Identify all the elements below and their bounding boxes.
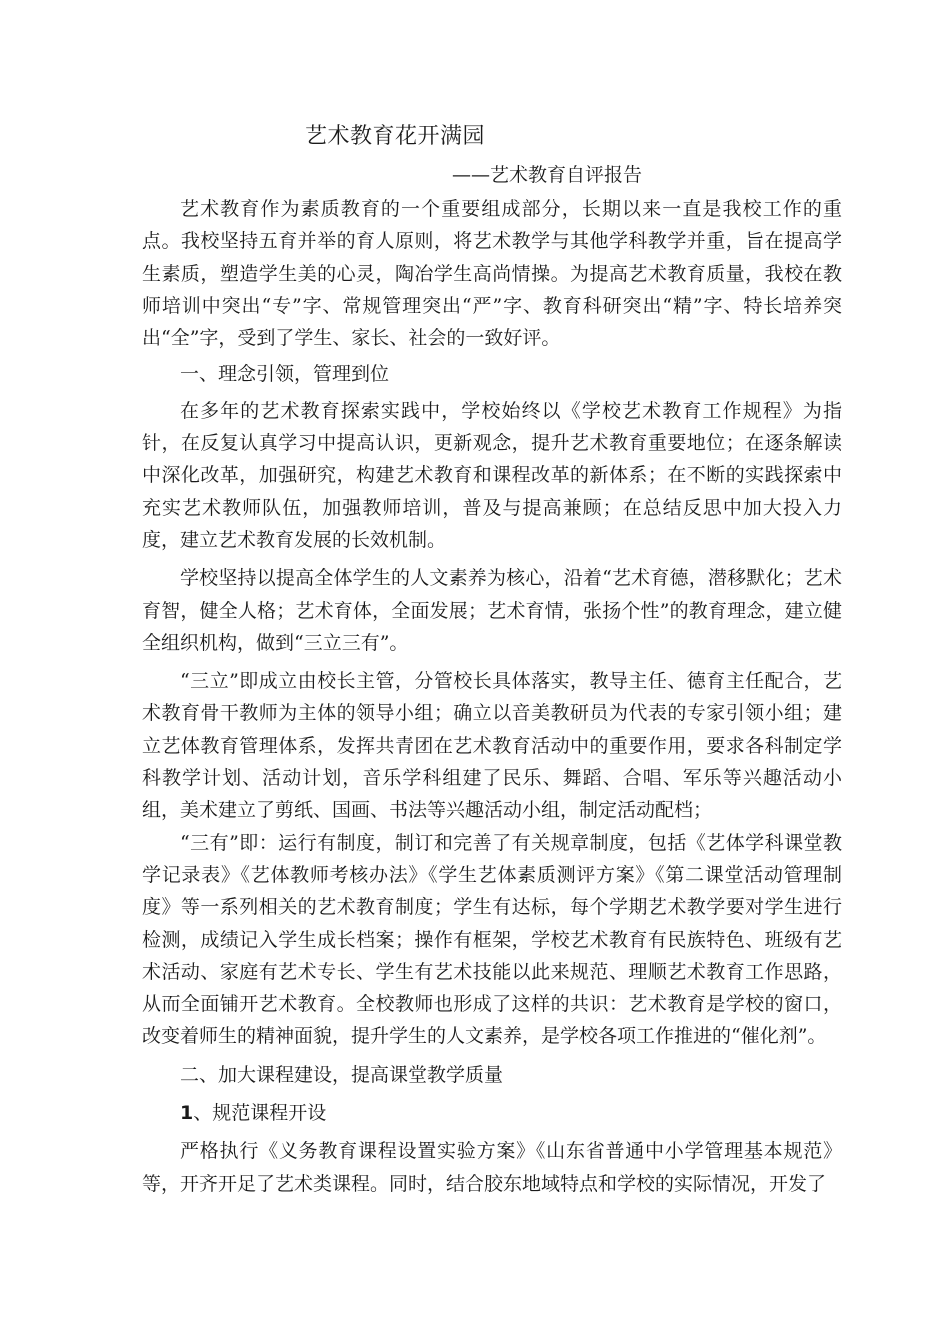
- document-title: 艺术教育花开满园: [305, 124, 486, 149]
- subsection-title: 、规范课程开设: [193, 1102, 327, 1125]
- paragraph-philosophy: 学校坚持以提高全体学生的人文素养为核心，沿着“艺术育德，潜移默化；艺术育智，健全人格；艺术育体，全面发展；艺术育情，张扬个性”的教育理念，建立健全组织机构，做到“三立三有”。: [142, 567, 842, 654]
- document-subtitle: ——艺术教育自评报告: [452, 164, 643, 186]
- paragraph-intro: 艺术教育作为素质教育的一个重要组成部分，长期以来一直是我校工作的重点。我校坚持五育并举的育人原则，将艺术教学与其他学科教学并重，旨在提高学生素质，塑造学生美的心灵，陶冶学生高尚情操。为提高艺术教育质量，我校在教师培训中突出“专”字、常规管理突出“严”字、教育科研突出“精”字、特长培养突出“全”字，受到了学生、家长、社会的一致好评。: [142, 198, 842, 350]
- document-body: [142, 193, 842, 1200]
- paragraph-san-you: “三有”即：运行有制度，制订和完善了有关规章制度，包括《艺体学科课堂教学记录表》《艺体教师考核办法》《学生艺体素质测评方案》《第二课堂活动管理制度》等一系列相关的艺术教育制度；学生有达标，每个学期艺术教学要对学生进行检测，成绩记入学生成长档案；操作有框架，学校艺术教育有民族特色、班级有艺术活动、家庭有艺术专长、学生有艺术技能以此来规范、理顺艺术教育工作思路，从而全面铺开艺术教育。全校教师也形成了这样的共识：艺术教育是学校的窗口，改变着师生的精神面貌，提升学生的人文素养，是学校各项工作推进的“催化剂”。: [142, 831, 842, 1048]
- subsection-number: 1: [180, 1102, 194, 1125]
- section-heading-1: 一、理念引领，管理到位: [180, 363, 390, 386]
- section-heading-2: 二、加大课程建设，提高课堂教学质量: [180, 1063, 504, 1086]
- subsection-heading-1: [142, 1097, 842, 1129]
- paragraph-san-li: “三立”即成立由校长主管，分管校长具体落实，教导主任、德育主任配合，艺术教育骨干教师为主体的领导小组；确立以音美教研员为代表的专家引领小组；建立艺体教育管理体系，发挥共青团在艺术教育活动中的重要作用，要求各科制定学科教学计划、活动计划，音乐学科组建了民乐、舞蹈、合唱、军乐等兴趣活动小组，美术建立了剪纸、国画、书法等兴趣活动小组，制定活动配档；: [142, 670, 842, 822]
- paragraph-curriculum: 严格执行《义务教育课程设置实验方案》《山东省普通中小学管理基本规范》等，开齐开足了艺术类课程。同时，结合胶东地域特点和学校的实际情况，开发了: [142, 1140, 842, 1195]
- paragraph-practice: 在多年的艺术教育探索实践中，学校始终以《学校艺术教育工作规程》为指针，在反复认真学习中提高认识，更新观念，提升艺术教育重要地位；在逐条解读中深化改革，加强研究，构建艺术教育和课程改革的新体系；在不断的实践探索中充实艺术教师队伍，加强教师培训，普及与提高兼顾；在总结反思中加大投入力度，建立艺术教育发展的长效机制。: [142, 399, 842, 551]
